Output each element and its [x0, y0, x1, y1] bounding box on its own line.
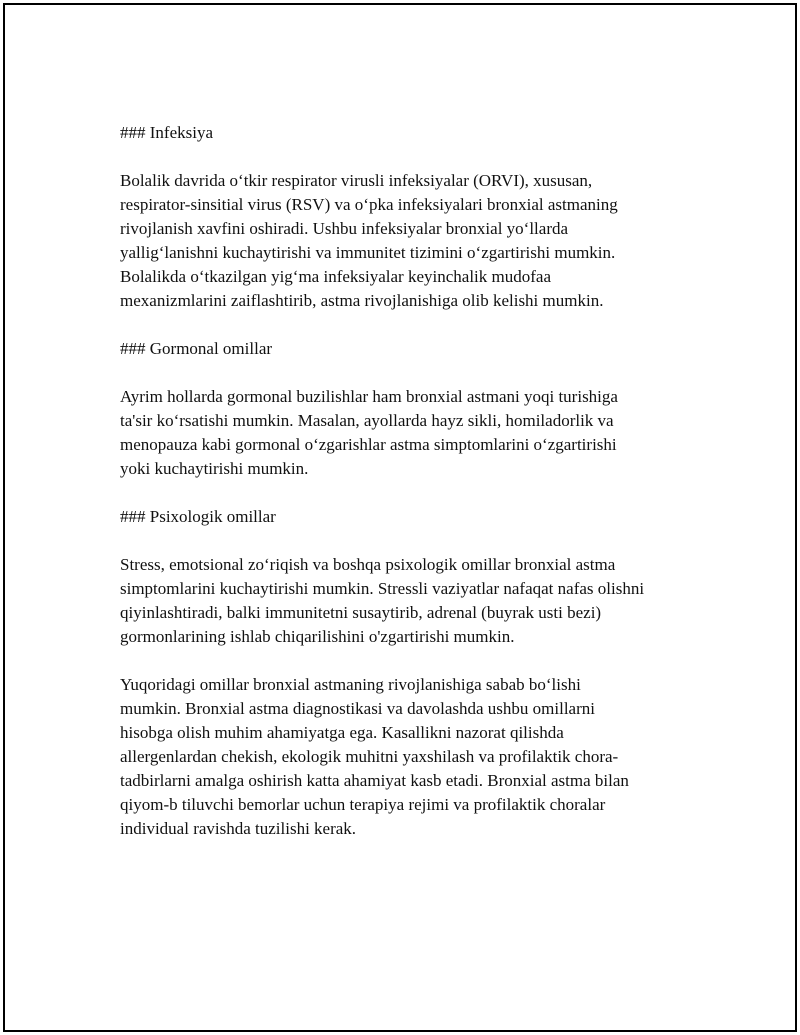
section-paragraph [120, 169, 680, 313]
paragraph-line: Stress, emotsional zo‘riqish va boshqa psixologik omillar bronxial astma [120, 555, 616, 574]
paragraph-line: hisobga olish muhim ahamiyatga ega. Kasallikni nazorat qilishda [120, 723, 564, 742]
paragraph-line: menopauza kabi gormonal o‘zgarishlar astma simptomlarini o‘zgartirishi [120, 435, 617, 454]
document-body [120, 121, 680, 841]
spacer [120, 361, 680, 385]
section-infeksiya [120, 121, 680, 313]
paragraph-line: rivojlanish xavfini oshiradi. Ushbu infeksiyalar bronxial yo‘llarda [120, 219, 569, 238]
paragraph-line: yoki kuchaytirishi mumkin. [120, 459, 309, 478]
section-heading: ### Psixologik omillar [120, 507, 276, 526]
spacer [120, 313, 680, 337]
spacer [120, 649, 680, 673]
paragraph-line: qiyinlashtiradi, balki immunitetni susaytirib, adrenal (buyrak usti bezi) [120, 603, 602, 622]
paragraph-line: mexanizmlarini zaiflashtirib, astma rivojlanishiga olib kelishi mumkin. [120, 291, 604, 310]
paragraph-line: Ayrim hollarda gormonal buzilishlar ham bronxial astmani yoqi turishiga [120, 387, 618, 406]
section-psixologik-omillar [120, 505, 680, 649]
paragraph-line: tadbirlarni amalga oshirish katta ahamiyat kasb etadi. Bronxial astma bilan [120, 771, 629, 790]
document-page [3, 3, 797, 1032]
conclusion-paragraph [120, 673, 680, 841]
section-heading: ### Gormonal omillar [120, 339, 273, 358]
section-heading: ### Infeksiya [120, 123, 214, 142]
paragraph-line: Yuqoridagi omillar bronxial astmaning rivojlanishiga sabab bo‘lishi [120, 675, 581, 694]
spacer [120, 481, 680, 505]
paragraph-line: simptomlarini kuchaytirishi mumkin. Stressli vaziyatlar nafaqat nafas olishni [120, 579, 645, 598]
paragraph-line: allergenlardan chekish, ekologik muhitni yaxshilash va profilaktik chora- [120, 747, 619, 766]
section-gormonal-omillar [120, 337, 680, 481]
spacer [120, 145, 680, 169]
paragraph-line: individual ravishda tuzilishi kerak. [120, 819, 357, 838]
paragraph-line: yallig‘lanishni kuchaytirishi va immunitet tizimini o‘zgartirishi mumkin. [120, 243, 616, 262]
paragraph-line: mumkin. Bronxial astma diagnostikasi va davolashda ushbu omillarni [120, 699, 595, 718]
paragraph-line: ta'sir ko‘rsatishi mumkin. Masalan, ayollarda hayz sikli, homiladorlik va [120, 411, 614, 430]
paragraph-line: qiyom-b tiluvchi bemorlar uchun terapiya rejimi va profilaktik choralar [120, 795, 606, 814]
section-paragraph [120, 385, 680, 481]
paragraph-line: Bolalik davrida o‘tkir respirator virusli infeksiyalar (ORVI), xususan, [120, 171, 593, 190]
paragraph-line: respirator-sinsitial virus (RSV) va o‘pka infeksiyalari bronxial astmaning [120, 195, 618, 214]
spacer [120, 529, 680, 553]
paragraph-line: Bolalikda o‘tkazilgan yig‘ma infeksiyalar keyinchalik mudofaa [120, 267, 551, 286]
paragraph-line: gormonlarining ishlab chiqarilishini o'zgartirishi mumkin. [120, 627, 515, 646]
section-paragraph [120, 553, 680, 649]
